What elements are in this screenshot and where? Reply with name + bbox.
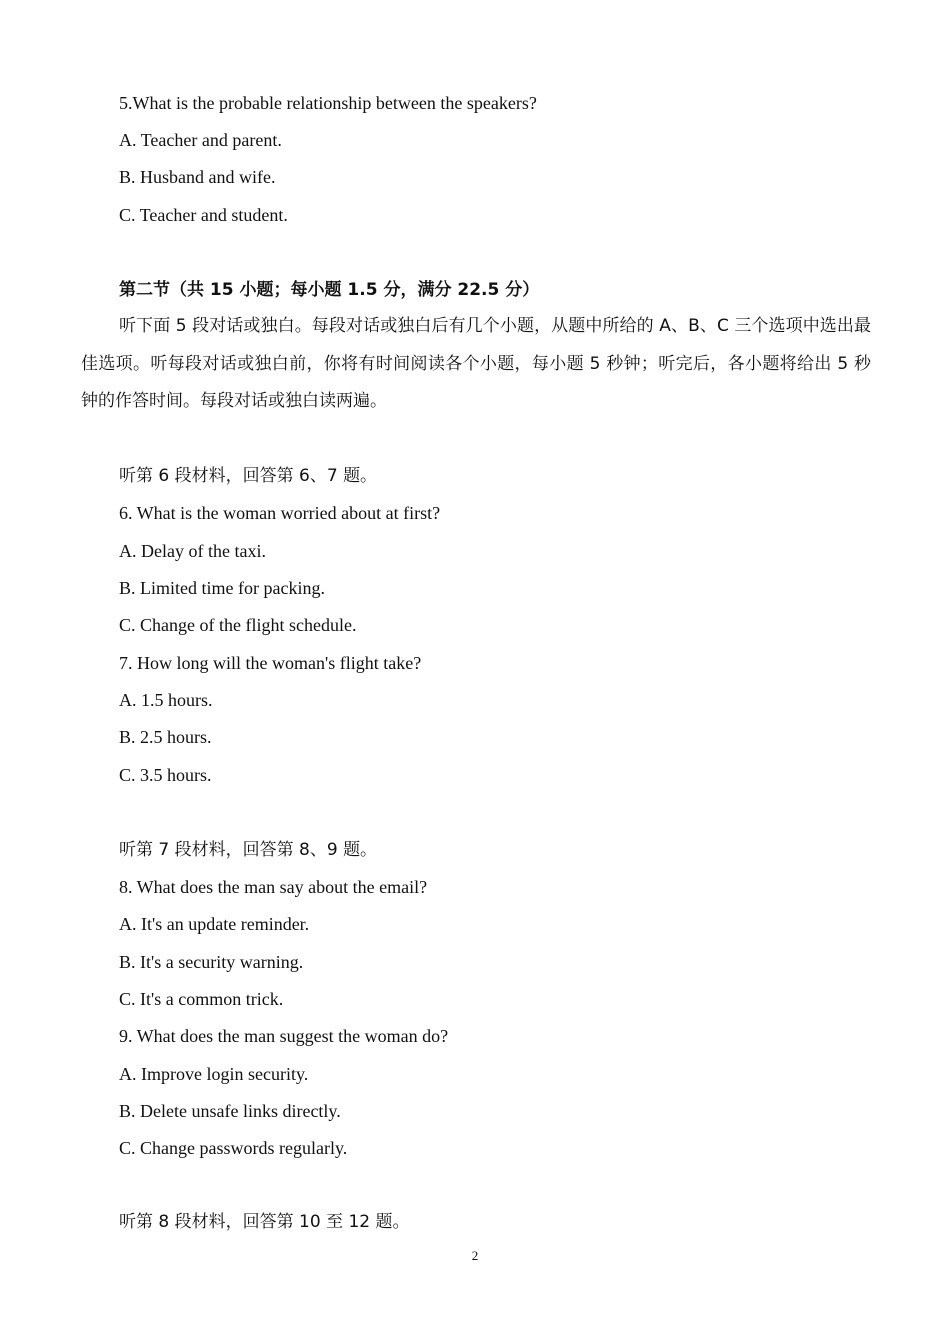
q5-option-a: A. Teacher and parent. bbox=[119, 130, 282, 150]
question-5: 5.What is the probable relationship between the speakers? bbox=[119, 93, 537, 113]
section-2-instructions: 听下面 5 段对话或独白。每段对话或独白后有几个小题，从题中所给的 A、B、C 三个选项中选出最佳选项。听每段对话或独白前，你将有时间阅读各个小题，每小题 5 秒钟；听完后，各小题将给出 5 秒钟的作答时间。每段对话或独白读两遍。 bbox=[81, 316, 871, 411]
question-7: 7. How long will the woman's flight take? bbox=[119, 653, 422, 673]
material-7-header: 听第 7 段材料，回答第 8、9 题。 bbox=[119, 840, 378, 860]
material-6-header: 听第 6 段材料，回答第 6、7 题。 bbox=[119, 466, 378, 486]
q9-option-c: C. Change passwords regularly. bbox=[119, 1138, 348, 1158]
page-number: 2 bbox=[471, 1248, 479, 1263]
q8-option-c: C. It's a common trick. bbox=[119, 989, 284, 1009]
q5-option-c: C. Teacher and student. bbox=[119, 205, 288, 225]
q6-option-a: A. Delay of the taxi. bbox=[119, 541, 266, 561]
q6-option-b: B. Limited time for packing. bbox=[119, 578, 325, 598]
q8-option-a: A. It's an update reminder. bbox=[119, 914, 310, 934]
q5-option-b: B. Husband and wife. bbox=[119, 167, 276, 187]
q9-option-a: A. Improve login security. bbox=[119, 1064, 309, 1084]
section-2-heading: 第二节（共 15 小题；每小题 1.5 分，满分 22.5 分） bbox=[119, 280, 540, 300]
q7-option-b: B. 2.5 hours. bbox=[119, 727, 212, 747]
q8-option-b: B. It's a security warning. bbox=[119, 952, 304, 972]
question-8: 8. What does the man say about the email? bbox=[119, 877, 428, 897]
material-8-header: 听第 8 段材料，回答第 10 至 12 题。 bbox=[119, 1212, 410, 1232]
q9-option-b: B. Delete unsafe links directly. bbox=[119, 1101, 341, 1121]
question-9: 9. What does the man suggest the woman do? bbox=[119, 1026, 449, 1046]
q6-option-c: C. Change of the flight schedule. bbox=[119, 615, 357, 635]
q7-option-c: C. 3.5 hours. bbox=[119, 765, 212, 785]
q7-option-a: A. 1.5 hours. bbox=[119, 690, 213, 710]
question-6: 6. What is the woman worried about at first? bbox=[119, 503, 441, 523]
